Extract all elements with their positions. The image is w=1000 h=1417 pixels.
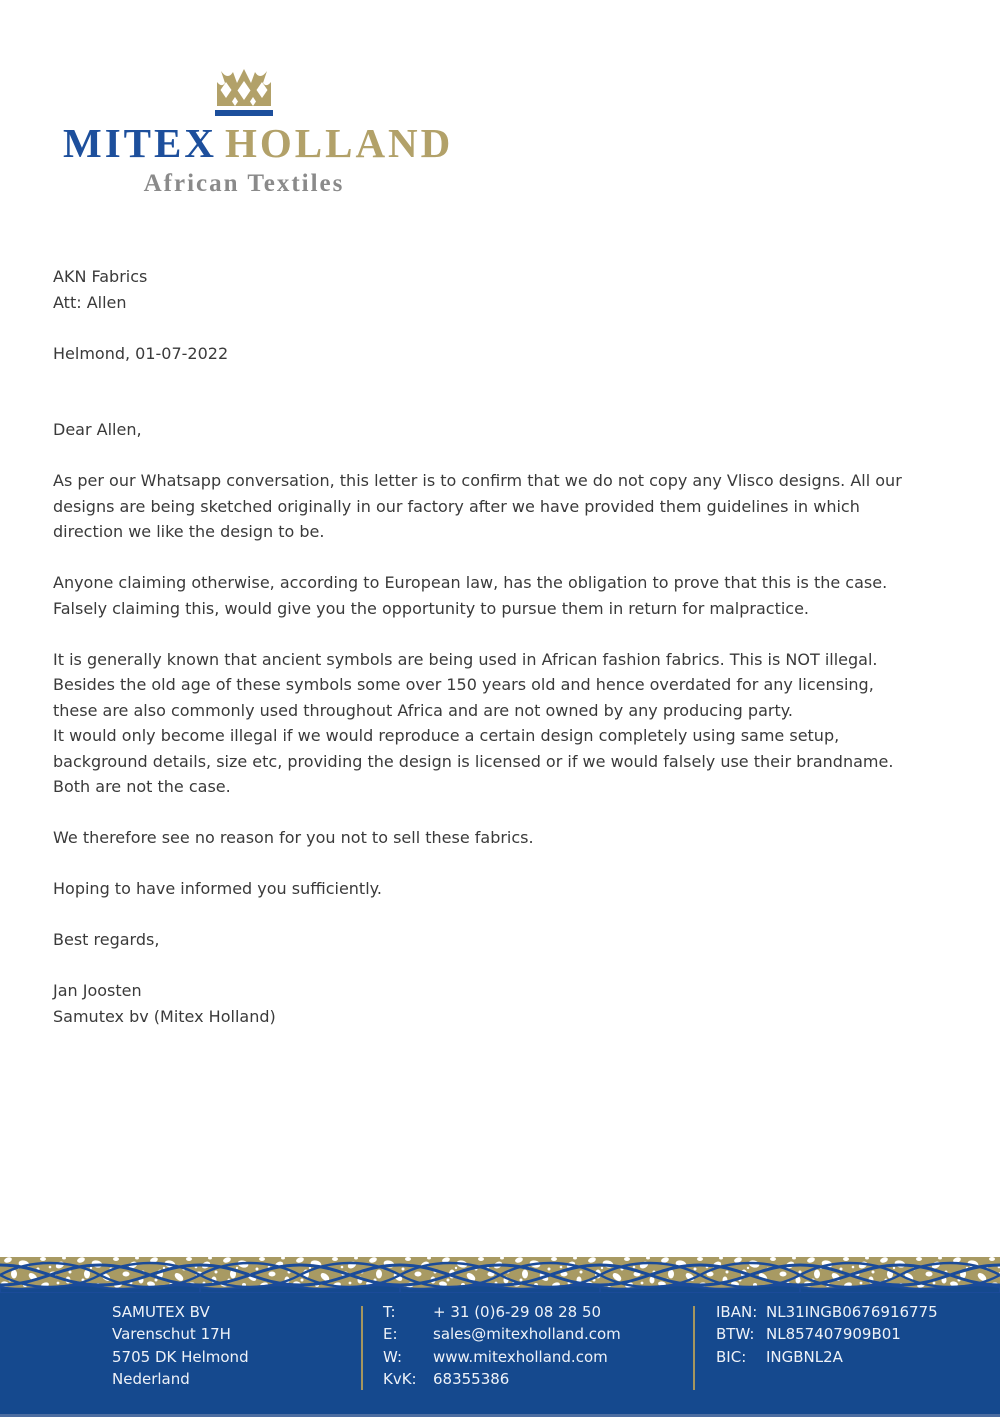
footer-company-name: SAMUTEX BV: [112, 1303, 210, 1321]
paragraph-3-line-2: It would only become illegal if we would reproduce a certain design completely using same setup, background details, size etc, providing the design is licensed or if we would falsely use their brandname.: [53, 726, 894, 771]
brand-tagline: African Textiles: [143, 170, 345, 198]
bic-label: BIC:: [716, 1347, 747, 1366]
paragraph-3-line-1: It is generally known that ancient symbols are being used in African fashion fabrics. This is NOT illegal. Besides the old age of these symbols some over 150 years old and hence overdated for any licensing, these are also commonly used throughout Africa and are not owned by any producing party.: [53, 649, 878, 720]
bank-iban-row: [716, 1301, 938, 1323]
phone-label: T:: [383, 1303, 396, 1321]
contact-email-row: [383, 1323, 621, 1345]
salutation: Dear Allen,: [53, 420, 142, 439]
footer-divider-right: [693, 1306, 695, 1390]
email-value: sales@mitexholland.com: [433, 1325, 621, 1344]
paragraph-3: [53, 647, 923, 800]
paragraph-1: As per our Whatsapp conversation, this letter is to confirm that we do not copy any Vlisco designs. All our designs are being sketched originally in our factory after we have provided them guidelines in which direction we like the design to be.: [53, 471, 902, 541]
btw-label: BTW:: [716, 1325, 755, 1344]
signature-name: Jan Joosten: [53, 981, 142, 1000]
website-label: W:: [383, 1347, 403, 1366]
recipient-attention: Att: Allen: [53, 292, 127, 312]
letter-body: [53, 264, 923, 1029]
footer-contact: [383, 1301, 621, 1391]
batik-pattern-band: [0, 1255, 1000, 1293]
company-logo: [63, 66, 454, 198]
btw-value: NL857407909B01: [766, 1325, 901, 1344]
crown-icon: [214, 66, 274, 118]
footer-street: Varenschut 17H: [112, 1325, 231, 1344]
paragraph-4: We therefore see no reason for you not to sell these fabrics.: [53, 828, 534, 847]
footer-address: [112, 1301, 249, 1391]
contact-kvk-row: [383, 1368, 621, 1390]
phone-value: + 31 (0)6-29 08 28 50: [433, 1303, 602, 1321]
paragraph-5: Hoping to have informed you sufficiently.: [53, 879, 382, 898]
brand-wordmark: [63, 120, 454, 166]
footer-divider-left: [361, 1306, 363, 1390]
signature-block: [53, 978, 923, 1029]
brand-mitex: MITEX: [63, 120, 217, 166]
brand-holland: HOLLAND: [224, 120, 454, 166]
contact-phone-row: [383, 1301, 621, 1323]
email-label: E:: [383, 1325, 398, 1344]
crown-bar: [215, 110, 273, 116]
recipient-company: AKN Fabrics: [53, 267, 148, 286]
bank-bic-row: [716, 1346, 938, 1368]
iban-value: NL31INGB0676916775: [766, 1303, 938, 1321]
bank-btw-row: [716, 1323, 938, 1345]
iban-label: IBAN:: [716, 1303, 758, 1321]
contact-website-row: [383, 1346, 621, 1368]
website-value: www.mitexholland.com: [433, 1347, 608, 1366]
paragraph-3-line-3: Both are not the case.: [53, 777, 231, 796]
bic-value: INGBNL2A: [766, 1347, 843, 1366]
dateline: Helmond, 01-07-2022: [53, 343, 229, 363]
footer-bank: [716, 1301, 938, 1368]
recipient-block: [53, 264, 923, 315]
footer: [0, 1293, 1000, 1417]
footer-country: Nederland: [112, 1370, 190, 1389]
footer-postal-city: 5705 DK Helmond: [112, 1347, 249, 1366]
paragraph-2: Anyone claiming otherwise, according to European law, has the obligation to prove that this is the case. Falsely claiming this, would give you the opportunity to pursue them in return for malpractice.: [53, 573, 888, 618]
signature-company: Samutex bv (Mitex Holland): [53, 1006, 276, 1026]
kvk-value: 68355386: [433, 1370, 510, 1389]
kvk-label: KvK:: [383, 1370, 417, 1389]
closing: Best regards,: [53, 930, 160, 949]
